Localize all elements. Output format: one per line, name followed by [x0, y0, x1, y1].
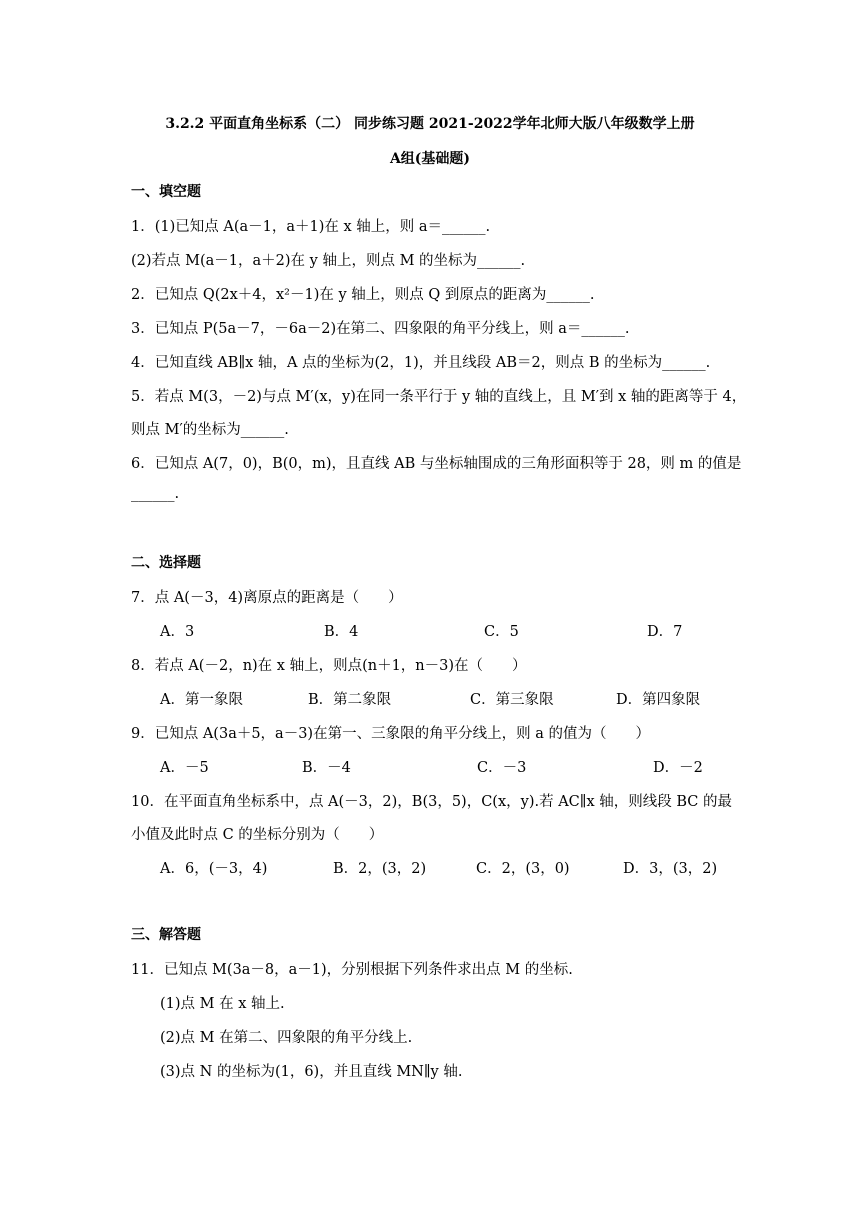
section-heading-fill: 一、填空题 — [131, 184, 201, 200]
question-9: 9．已知点 A(3a＋5，a－3)在第一、三象限的角平分线上，则 a 的值为（ ） — [131, 726, 650, 742]
option-a: A．6，(－3，4) — [160, 861, 268, 877]
question-7: 7．点 A(－3，4)离原点的距离是（ ） — [131, 590, 403, 606]
question-6-line-1: 6．已知点 A(7，0)，B(0，m)，且直线 AB 与坐标轴围成的三角形面积等于 28，则 m 的值是 — [131, 456, 742, 472]
question-5-line-1: 5．若点 M(3，－2)与点 M′(x，y)在同一条平行于 y 轴的直线上，且 M′到 x 轴的距离等于 4， — [131, 389, 747, 405]
option-d: D．第四象限 — [616, 692, 701, 708]
question-9-options — [160, 756, 760, 776]
question-10-options — [160, 857, 760, 877]
section-heading-choice: 二、选择题 — [131, 555, 201, 571]
option-b: B．第二象限 — [308, 692, 392, 708]
option-d: D．－2 — [653, 760, 703, 776]
question-3: 3．已知点 P(5a－7，－6a－2)在第二、四象限的角平分线上，则 a＝______. — [131, 321, 630, 337]
question-5-line-2: 则点 M′的坐标为______. — [131, 422, 289, 438]
document-subtitle: A组(基础题) — [389, 151, 471, 167]
question-10-line-1: 10．在平面直角坐标系中，点 A(－3，2)，B(3，5)，C(x，y).若 AC∥x 轴，则线段 BC 的最 — [131, 794, 732, 810]
question-8: 8．若点 A(－2，n)在 x 轴上，则点(n＋1，n－3)在（ ） — [131, 658, 527, 674]
option-b: B．－4 — [302, 760, 351, 776]
question-10-line-2: 小值及此时点 C 的坐标分别为（ ） — [131, 827, 384, 843]
option-b: B．4 — [324, 624, 359, 640]
option-c: C．第三象限 — [470, 692, 554, 708]
document-title: 3.2.2 平面直角坐标系（二） 同步练习题 2021-2022学年北师大版八年级数学上册 — [165, 116, 695, 132]
question-11: 11．已知点 M(3a－8，a－1)，分别根据下列条件求出点 M 的坐标. — [131, 962, 573, 978]
option-b: B．2，(3，2) — [333, 861, 427, 877]
question-7-options — [160, 620, 760, 640]
question-6-line-2: ______. — [131, 486, 180, 502]
question-8-options — [160, 688, 760, 708]
option-d: D．7 — [647, 624, 683, 640]
option-a: A．3 — [160, 624, 195, 640]
option-c: C．－3 — [477, 760, 527, 776]
section-heading-answer: 三、解答题 — [131, 927, 201, 943]
question-11-part-2: (2)点 M 在第二、四象限的角平分线上. — [160, 1030, 413, 1046]
question-11-part-1: (1)点 M 在 x 轴上. — [160, 996, 285, 1012]
question-11-part-3: (3)点 N 的坐标为(1，6)，并且直线 MN∥y 轴. — [160, 1064, 463, 1080]
option-a: A．第一象限 — [160, 692, 243, 708]
option-c: C．2，(3，0) — [476, 861, 570, 877]
question-1-part-2: (2)若点 M(a－1，a＋2)在 y 轴上，则点 M 的坐标为______. — [131, 253, 526, 269]
option-a: A．－5 — [160, 760, 209, 776]
question-4: 4．已知直线 AB∥x 轴，A 点的坐标为(2，1)，并且线段 AB＝2，则点 B 的坐标为______. — [131, 355, 711, 371]
option-c: C．5 — [484, 624, 519, 640]
option-d: D．3，(3，2) — [623, 861, 718, 877]
question-1-part-1: 1．(1)已知点 A(a－1，a＋1)在 x 轴上，则 a＝______. — [131, 219, 491, 235]
question-2: 2．已知点 Q(2x＋4，x²－1)在 y 轴上，则点 Q 到原点的距离为______. — [131, 287, 595, 303]
